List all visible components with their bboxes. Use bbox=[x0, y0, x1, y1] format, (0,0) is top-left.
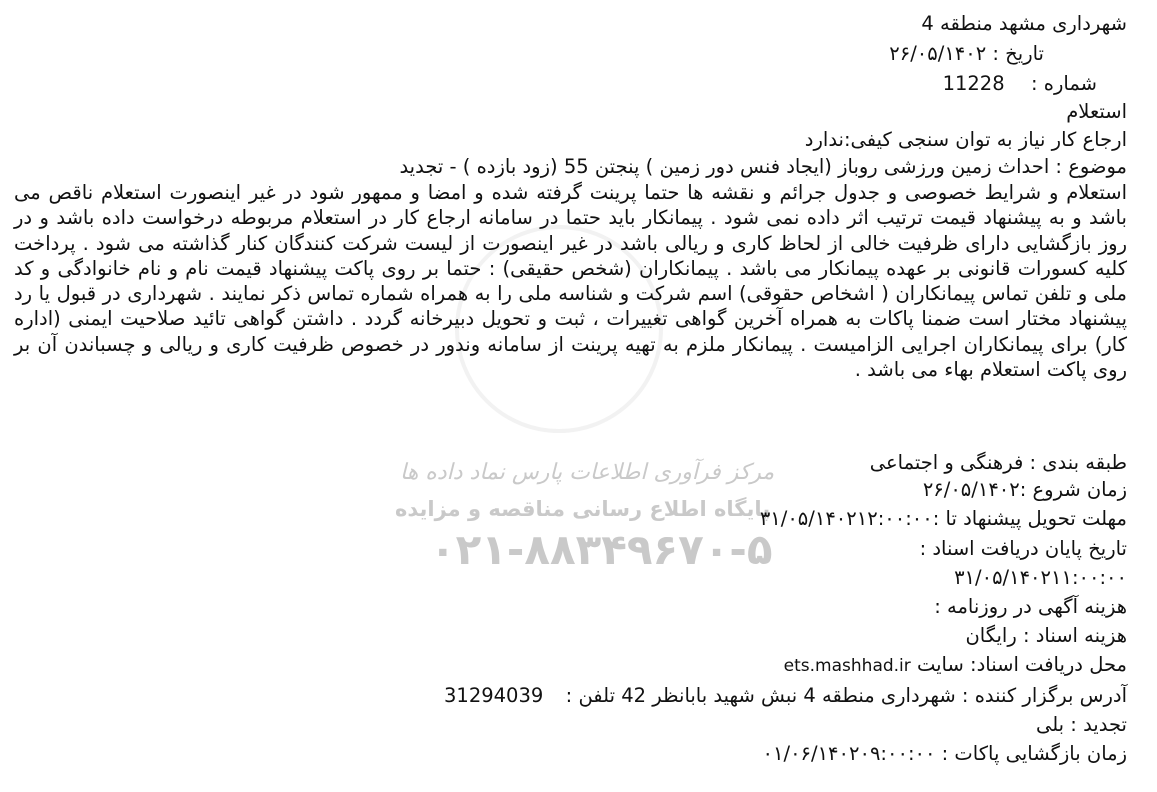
page-title: استعلام bbox=[1066, 100, 1127, 123]
letter-date: تاریخ : ۲۶/۰۵/۱۴۰۲ bbox=[889, 42, 1044, 65]
subject-line: موضوع : احداث زمین ورزشی روباز (ایجاد فنس دور زمین ) پنجتن 55 (زود بازده ) - تجدید bbox=[399, 155, 1127, 178]
document-site-link[interactable]: ets.mashhad.ir bbox=[783, 656, 911, 676]
letter-number bbox=[943, 71, 1097, 97]
opening-time-field: زمان بازگشایی پاکات : ۰۱/۰۶/۱۴۰۲۰۹:۰۰:۰۰ bbox=[762, 742, 1127, 765]
organizer-phone: 31294039 bbox=[444, 684, 544, 707]
document-end-label: تاریخ پایان دریافت اسناد : bbox=[919, 537, 1127, 560]
document-end-value: ۳۱/۰۵/۱۴۰۲۱۱:۰۰:۰۰ bbox=[954, 566, 1127, 589]
letter-number-value: 11228 bbox=[942, 72, 1005, 95]
watermark-subtext: پایگاه اطلاع رسانی مناقصه و مزایده bbox=[395, 497, 771, 521]
conditions-paragraph: استعلام و شرایط خصوصی و جدول جرائم و نقشه ها حتما پرینت گرفته شده و امضا و ممهور شود در غیر اینصورت استعلام ناقص می باشد و به پیشنهاد قیمت ترتیب اثر داده نمی شود . پیمانکار باید حتما در سامانه ارجاع کار در استعلام مربوطه درخواست داده باشد و در روز بازگشایی دارای ظرفیت خالی از لحاظ کاری و ریالی باشد در غیر اینصورت از لیست شرکت کنندگان کنار گذاشته می شود . پرداخت کلیه کسورات قانونی بر عهده پیمانکار می باشد . پیمانکاران (شخص حقیقی) : حتما بر روی پاکت پیشنهاد قیمت نام و نام خانوادگی و کد ملی و تلفن تماس پیمانکاران ( اشخاص حقوقی) اسم شرکت و شناسه ملی را به همراه شماره تماس ذکر نمایند . شهرداری در قبول یا رد پیشنهاد مختار است ضمنا پاکات به همراه آخرین گواهی تغییرات ، ثبت و تحویل دبیرخانه گردد . داشتن گواهی تائید صلاحیت ایمنی (اداره کار) برای پیمانکاران اجرایی الزامیست . پیمانکار ملزم به تهیه پرینت از سامانه وندور در خصوص ظرفیت کاری و ریالی و چسباندن آن بر روی پاکت استعلام بهاء می باشد . bbox=[14, 181, 1127, 382]
start-time-field: زمان شروع :۲۶/۰۵/۱۴۰۲ bbox=[922, 478, 1127, 501]
document-cost-field: هزینه اسناد : رایگان bbox=[965, 624, 1127, 647]
organizer-field bbox=[444, 683, 1127, 709]
ad-cost-field: هزینه آگهی در روزنامه : bbox=[934, 595, 1127, 618]
deadline-field: مهلت تحویل پیشنهاد تا :۳۱/۰۵/۱۴۰۲۱۲:۰۰:۰۰ bbox=[759, 507, 1127, 530]
category-field: طبقه بندی : فرهنگی و اجتماعی bbox=[869, 451, 1127, 474]
document-place-field bbox=[784, 652, 1127, 679]
renewal-field: تجدید : بلی bbox=[1035, 713, 1127, 736]
organization-name: شهرداری مشهد منطقه 4 bbox=[921, 12, 1127, 35]
organizer-address: آدرس برگزار کننده : شهرداری منطقه 4 نبش شهید بابانظر 42 تلفن : bbox=[565, 684, 1127, 707]
document-place-label: محل دریافت اسناد: سایت bbox=[916, 653, 1127, 676]
letter-number-label: شماره : bbox=[1031, 72, 1097, 95]
watermark-phone: ۰۲۱-۸۸۳۴۹۶۷۰-۵ bbox=[430, 525, 773, 574]
watermark-text: مرکز فرآوری اطلاعات پارس نماد داده ها bbox=[400, 460, 775, 485]
quality-requirement: ارجاع کار نیاز به توان سنجی کیفی:ندارد bbox=[804, 128, 1127, 151]
